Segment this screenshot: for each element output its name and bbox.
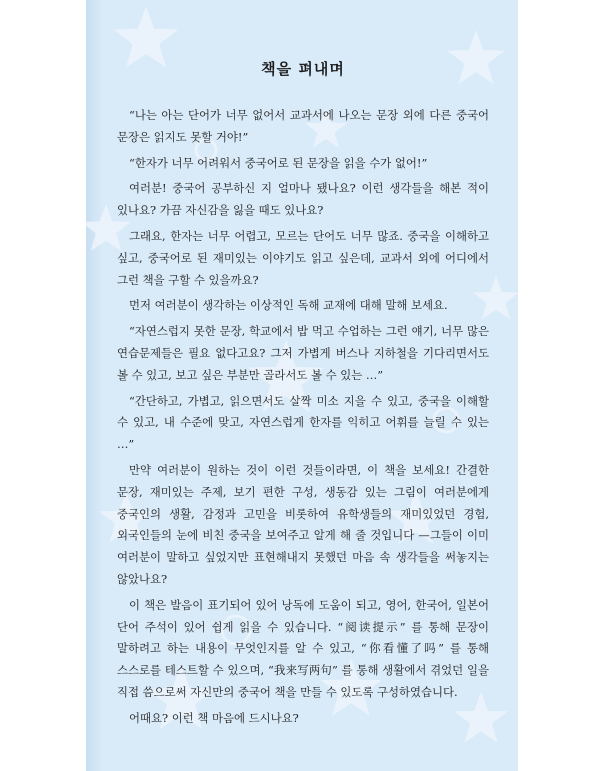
paragraph: 만약 여러분이 원하는 것이 이런 것들이라면, 이 책을 보세요! 간결한 문장, 재미있는 주제, 보기 편한 구성, 생동감 있는 그림이 여러분에게 중국인의 생활, 감정과 고민을 비롯하여 유학생들의 재미있었던 경험, 외국인들의 눈에 비친 중국을 보여주고 알게 해 줄 것입니다 —그들이 이미 여러분이 말하고 싶었지만 표현해내지 못했던 마음 속 생각들을 써놓지는 않았나요?	[117, 462, 489, 586]
paragraph: “한자가 너무 어려워서 중국어로 된 문장을 읽을 수가 없어!”	[129, 155, 428, 170]
paragraph: 먼저 여러분이 생각하는 이상적인 독해 교재에 대해 말해 보세요.	[129, 298, 448, 313]
paragraph: 여러분! 중국어 공부하신 지 얼마나 됐나요? 이런 생각들을 해본 적이 있나요? 가끔 자신감을 잃을 때도 있나요?	[117, 181, 489, 218]
preface-content	[117, 58, 489, 734]
paragraph: 그래요, 한자는 너무 어렵고, 모르는 단어도 너무 많죠. 중국을 이해하고 싶고, 중국어로 된 재미있는 이야기도 읽고 싶은데, 교과서 외에 어디에서 그런 책을 구할 수 있을까요?	[117, 228, 489, 287]
page-title: 책을 펴내며	[261, 60, 345, 78]
paragraph: 이 책은 발음이 표기되어 있어 낭독에 도움이 되고, 영어, 한국어, 일본어 단어 주석이 있어 쉽게 읽을 수 있습니다. “阅读提示” 를 통해 문장이 말하려고 하는 내용이 무엇인지를 알 수 있고, “你看懂了吗” 를 통해 스스로를 테스트할 수 있으며, “我来写两句” 를 통해 생활에서 겪었던 일을 직접 씀으로써 자신만의 중국어 책을 만들 수 있도록 구성하였습니다.	[117, 597, 489, 699]
paragraph: “나는 아는 단어가 너무 없어서 교과서에 나오는 문장 외에 다른 중국어 문장은 읽지도 못할 거야!”	[117, 108, 489, 144]
paragraph: 어때요? 이런 책 마음에 드시나요?	[129, 710, 299, 725]
paragraph: “자연스럽지 못한 문장, 학교에서 밥 먹고 수업하는 그런 얘기, 너무 많은 연습문제들은 필요 없다고요? 그저 가볍게 버스나 지하철을 기다리면서도 볼 수 있고, 보고 싶은 부분만 골라서도 볼 수 있는 …”	[117, 324, 489, 382]
paragraph: “간단하고, 가볍고, 읽으면서도 살짝 미소 지을 수 있고, 중국을 이해할 수 있고, 내 수준에 맞고, 자연스럽게 한자를 익히고 어휘를 늘릴 수 있는 …”	[117, 393, 489, 452]
